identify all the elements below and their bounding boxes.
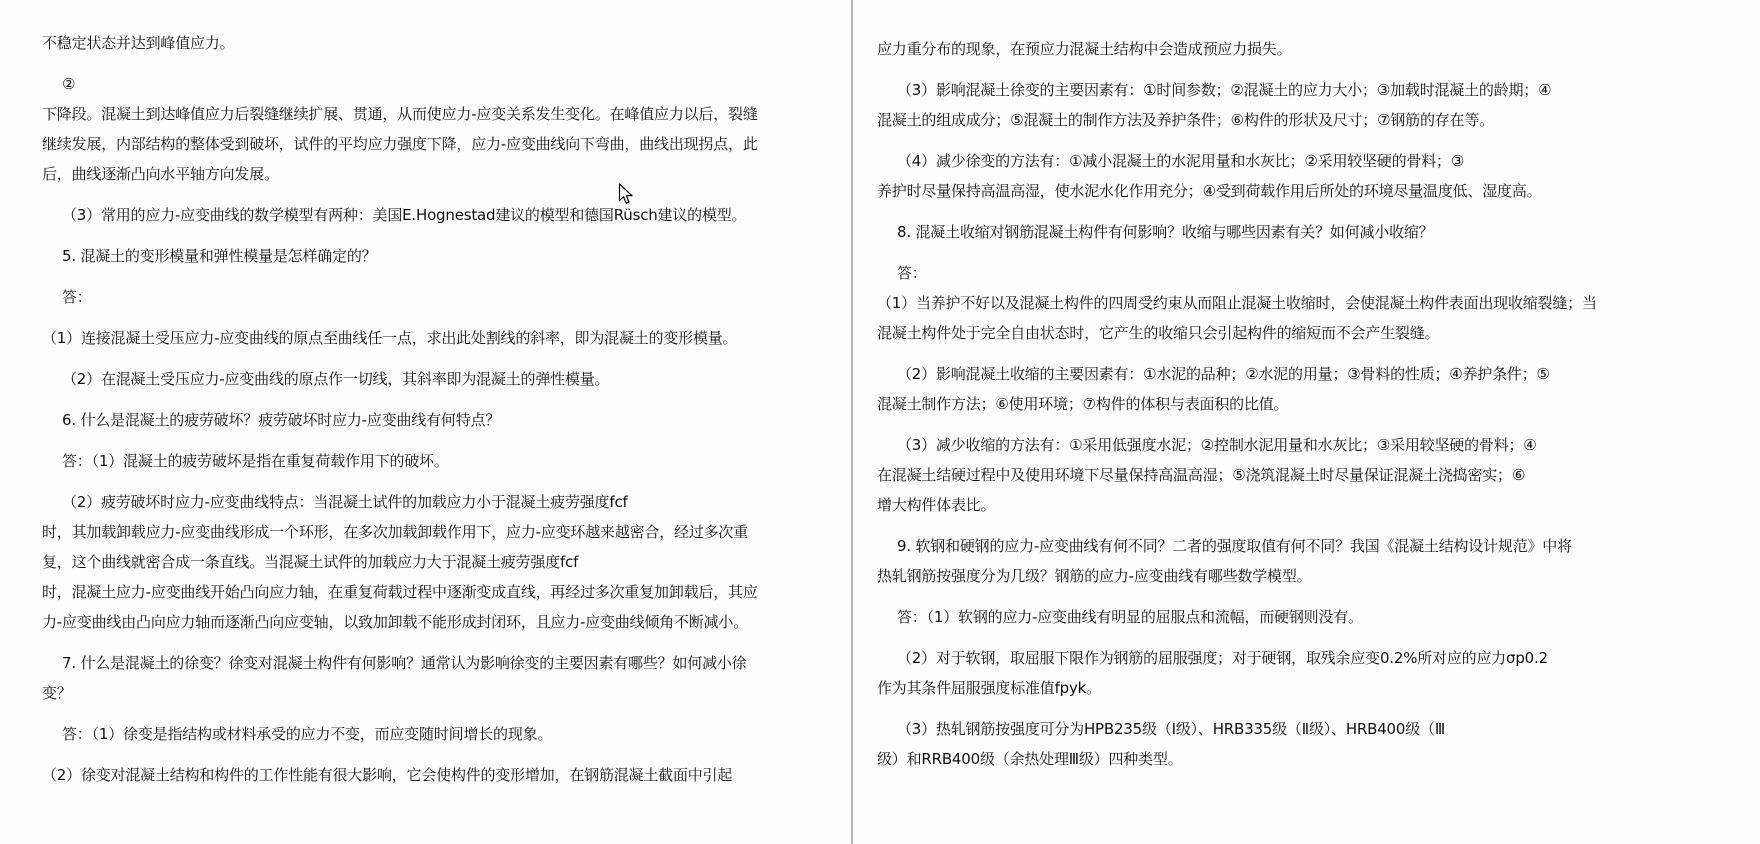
text-line: （2）对于软钢，取屈服下限作为钢筋的屈服强度；对于硬钢，取残余应变0.2%所对应的应力σp0.2 xyxy=(897,649,1548,667)
text-line: 级）和RRB400级（余热处理Ⅲ级）四种类型。 xyxy=(877,750,1183,768)
text-line: （3）热轧钢筋按强度可分为HPB235级（Ⅰ级）、HRB335级（Ⅱ级）、HRB400级（Ⅲ xyxy=(897,720,1445,738)
text-line: 答：（1）徐变是指结构或材料承受的应力不变，而应变随时间增长的现象。 xyxy=(62,725,553,743)
text-line: 答：（1）软钢的应力-应变曲线有明显的屈服点和流幅，而硬钢则没有。 xyxy=(897,608,1363,626)
text-line: （3）常用的应力-应变曲线的数学模型有两种：美国E.Hognestad建议的模型和德国Rüsch建议的模型。 xyxy=(62,206,747,224)
text-line: 时，混凝土应力-应变曲线开始凸向应力轴，在重复荷载过程中逐渐变成直线，再经过多次重复加卸载后，其应 xyxy=(42,583,758,601)
text-line: 不稳定状态并达到峰值应力。 xyxy=(42,34,235,52)
text-line: 时，其加载卸载应力-应变曲线形成一个环形，在多次加载卸载作用下，应力-应变环越来越密合，经过多次重 xyxy=(42,523,749,541)
text-line: （1）当养护不好以及混凝土构件的四周受约束从而阻止混凝土收缩时，会使混凝土构件表面出现收缩裂缝；当 xyxy=(877,294,1597,312)
page-right-text xyxy=(853,0,1760,774)
text-line: 作为其条件屈服强度标准值fpyk。 xyxy=(877,679,1101,697)
text-line: ② xyxy=(62,75,76,93)
text-line: 混凝土的组成成分；⑤混凝土的制作方法及养护条件；⑥构件的形状及尺寸；⑦钢筋的存在等。 xyxy=(877,111,1494,129)
text-line: 后，曲线逐渐凸向水平轴方向发展。 xyxy=(42,165,279,183)
text-line: 混凝土构件处于完全自由状态时，它产生的收缩只会引起构件的缩短而不会产生裂缝。 xyxy=(877,324,1440,342)
text-line: 9. 软钢和硬钢的应力-应变曲线有何不同？二者的强度取值有何不同？我国《混凝土结构设计规范》中将 xyxy=(897,537,1572,555)
text-line: （4）减少徐变的方法有：①减小混凝土的水泥用量和水灰比；②采用较坚硬的骨料；③ xyxy=(897,152,1465,170)
document-page-right xyxy=(853,0,1760,844)
page-left-text xyxy=(0,0,851,790)
text-line: 答：（1）混凝土的疲劳破坏是指在重复荷载作用下的破坏。 xyxy=(62,452,449,470)
text-line: （2）影响混凝土收缩的主要因素有：①水泥的品种；②水泥的用量；③骨料的性质；④养护条件；⑤ xyxy=(897,365,1550,383)
text-line: 复，这个曲线就密合成一条直线。当混凝土试件的加载应力大于混凝土疲劳强度fcf xyxy=(42,553,579,571)
text-line: （1）连接混凝土受压应力-应变曲线的原点至曲线任一点，求出此处割线的斜率，即为混凝土的变形模量。 xyxy=(42,329,738,347)
text-line: 继续发展，内部结构的整体受到破坏，试件的平均应力强度下降，应力-应变曲线向下弯曲，曲线出现拐点，此 xyxy=(42,135,758,153)
text-line: 8. 混凝土收缩对钢筋混凝土构件有何影响？收缩与哪些因素有关？如何减小收缩？ xyxy=(897,223,1434,241)
text-line: （3）影响混凝土徐变的主要因素有：①时间参数；②混凝土的应力大小；③加载时混凝土的龄期；④ xyxy=(897,81,1552,99)
text-line: 下降段。混凝土到达峰值应力后裂缝继续扩展、贯通，从而使应力-应变关系发生变化。在峰值应力以后，裂缝 xyxy=(42,105,758,123)
text-line: 7. 什么是混凝土的徐变？徐变对混凝土构件有何影响？通常认为影响徐变的主要因素有哪些？如何减小徐 xyxy=(62,654,747,672)
text-line: 力-应变曲线由凸向应力轴而逐渐凸向应变轴，以致加卸载不能形成封闭环，且应力-应变曲线倾角不断减小。 xyxy=(42,613,749,631)
text-line: 增大构件体表比。 xyxy=(877,496,996,514)
text-line: 答： xyxy=(897,264,927,282)
text-line: 6. 什么是混凝土的疲劳破坏？疲劳破坏时应力-应变曲线有何特点？ xyxy=(62,411,501,429)
text-line: 热轧钢筋按强度分为几级？钢筋的应力-应变曲线有哪些数学模型。 xyxy=(877,567,1312,585)
text-line: （2）在混凝土受压应力-应变曲线的原点作一切线，其斜率即为混凝土的弹性模量。 xyxy=(62,370,610,388)
text-line: 5. 混凝土的变形模量和弹性模量是怎样确定的？ xyxy=(62,247,377,265)
text-line: 变？ xyxy=(42,684,72,702)
text-line: 在混凝土结硬过程中及使用环境下尽量保持高温高湿；⑤浇筑混凝土时尽量保证混凝土浇捣密实；⑥ xyxy=(877,466,1526,484)
text-line: （2）徐变对混凝土结构和构件的工作性能有很大影响，它会使构件的变形增加，在钢筋混凝土截面中引起 xyxy=(42,766,733,784)
text-line: 养护时尽量保持高温高湿，使水泥水化作用充分；④受到荷载作用后所处的环境尽量温度低、湿度高。 xyxy=(877,182,1542,200)
text-line: 应力重分布的现象，在预应力混凝土结构中会造成预应力损失。 xyxy=(877,40,1292,58)
text-line: （2）疲劳破坏时应力-应变曲线特点：当混凝土试件的加载应力小于混凝土疲劳强度fcf xyxy=(62,493,628,511)
text-line: 答： xyxy=(62,288,92,306)
text-line: 混凝土制作方法；⑥使用环境；⑦构件的体积与表面积的比值。 xyxy=(877,395,1289,413)
text-line: （3）减少收缩的方法有：①采用低强度水泥；②控制水泥用量和水灰比；③采用较坚硬的骨料；④ xyxy=(897,436,1537,454)
document-page-left xyxy=(0,0,851,844)
